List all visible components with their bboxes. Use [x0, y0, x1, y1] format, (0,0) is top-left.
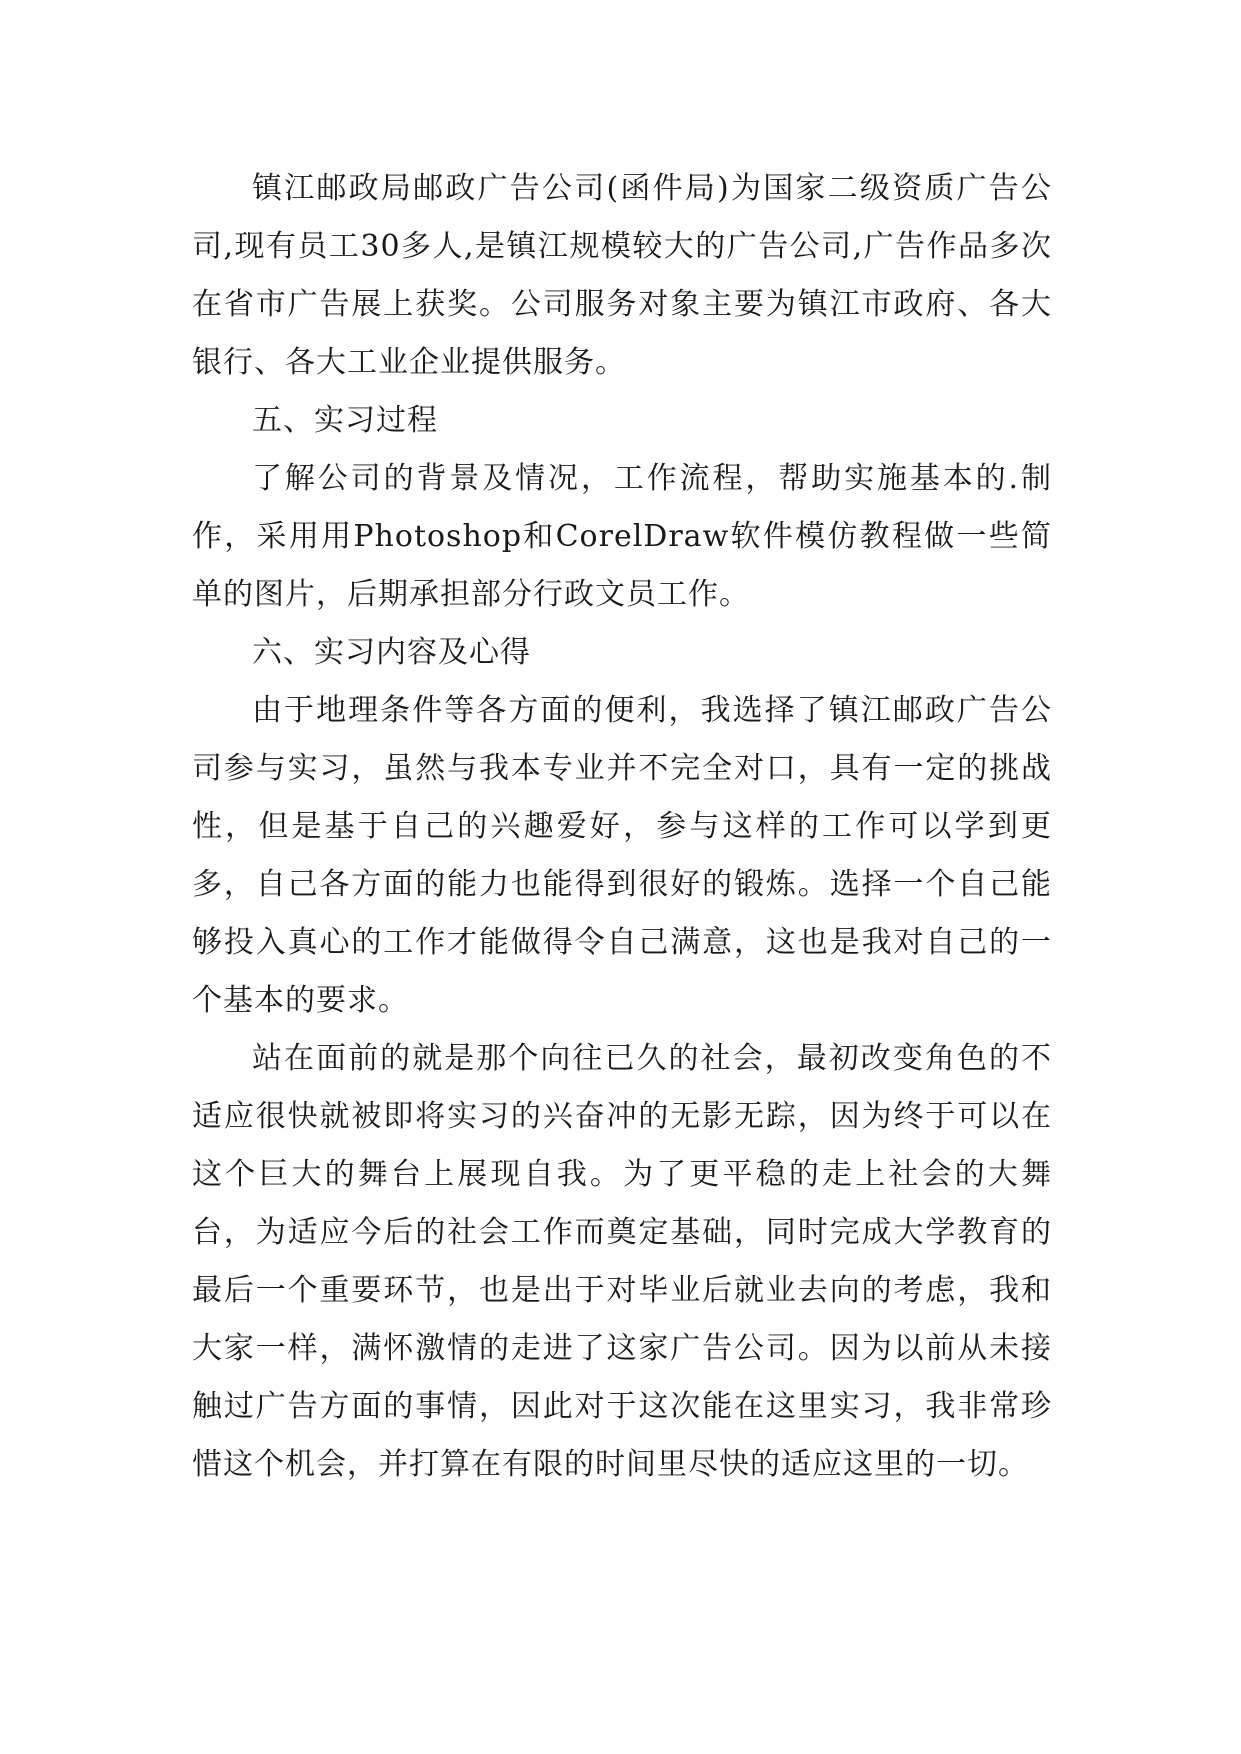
section-heading-internship-process: 五、实习过程 [252, 403, 438, 438]
document-body [192, 160, 1052, 1494]
paragraph-internship-feelings: 站在面前的就是那个向往已久的社会，最初改变角色的不适应很快就被即将实习的兴奋冲的无影无踪，因为终于可以在这个巨大的舞台上展现自我。为了更平稳的走上社会的大舞台，为适应今后的社会工作而奠定基础，同时完成大学教育的最后一个重要环节，也是出于对毕业后就业去向的考虑，我和大家一样，满怀激情的走进了这家广告公司。因为以前从未接触过广告方面的事情，因此对于这次能在这里实习，我非常珍惜这个机会，并打算在有限的时间里尽快的适应这里的一切。 [192, 1041, 1052, 1482]
paragraph-company-intro: 镇江邮政局邮政广告公司(函件局)为国家二级资质广告公司,现有员工30多人,是镇江规模较大的广告公司,广告作品多次在省市广告展上获奖。公司服务对象主要为镇江市政府、各大银行、各大工业企业提供服务。 [192, 171, 1052, 380]
section-heading-internship-content: 六、实习内容及心得 [252, 635, 531, 670]
paragraph-internship-choice: 由于地理条件等各方面的便利，我选择了镇江邮政广告公司参与实习，虽然与我本专业并不完全对口，具有一定的挑战性，但是基于自己的兴趣爱好，参与这样的工作可以学到更多，自己各方面的能力也能得到很好的锻炼。选择一个自己能够投入真心的工作才能做得令自己满意，这也是我对自己的一个基本的要求。 [192, 693, 1052, 1018]
paragraph-internship-process: 了解公司的背景及情况，工作流程，帮助实施基本的.制作，采用用Photoshop和CorelDraw软件模仿教程做一些简单的图片，后期承担部分行政文员工作。 [192, 461, 1052, 612]
